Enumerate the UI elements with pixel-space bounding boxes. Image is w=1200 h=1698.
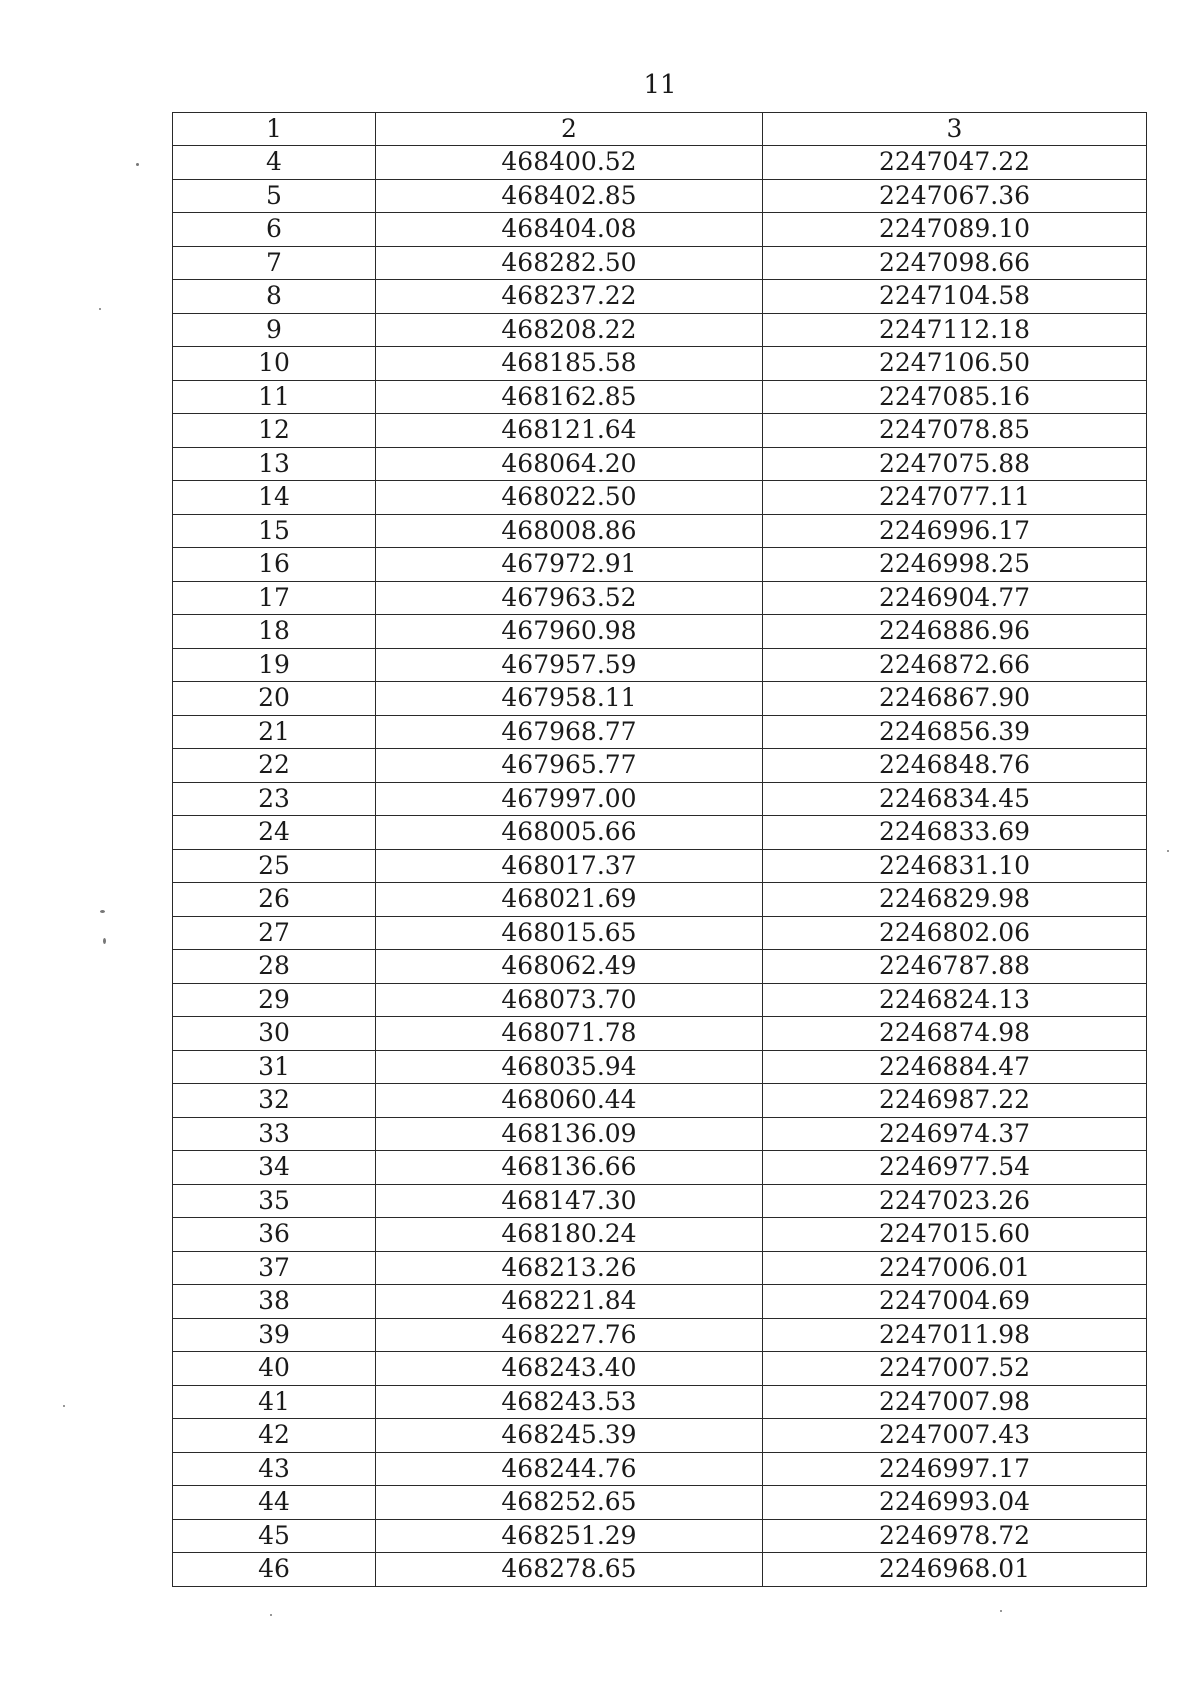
- x-coordinate-cell: 468400.52: [376, 146, 763, 180]
- point-number-cell: 32: [173, 1084, 376, 1118]
- point-number-cell: 10: [173, 347, 376, 381]
- scan-speck: [100, 910, 105, 913]
- scan-speck: [270, 1614, 272, 1616]
- point-number-cell: 42: [173, 1419, 376, 1453]
- point-number-cell: 14: [173, 481, 376, 515]
- point-number-cell: 16: [173, 548, 376, 582]
- y-coordinate-cell: 2246884.47: [763, 1050, 1147, 1084]
- x-coordinate-cell: 467968.77: [376, 715, 763, 749]
- table-row: [173, 1151, 1147, 1185]
- table-row: [173, 481, 1147, 515]
- table-row: [173, 246, 1147, 280]
- point-number-cell: 46: [173, 1553, 376, 1587]
- table-row: [173, 1050, 1147, 1084]
- point-number-cell: 45: [173, 1519, 376, 1553]
- page-number: 11: [643, 70, 677, 100]
- point-number-cell: 44: [173, 1486, 376, 1520]
- table-row: [173, 648, 1147, 682]
- point-number-cell: 36: [173, 1218, 376, 1252]
- x-coordinate-cell: 467965.77: [376, 749, 763, 783]
- y-coordinate-cell: 2246867.90: [763, 682, 1147, 716]
- header-row: [173, 113, 1147, 146]
- point-number-cell: 30: [173, 1017, 376, 1051]
- point-number-cell: 41: [173, 1385, 376, 1419]
- x-coordinate-cell: 468237.22: [376, 280, 763, 314]
- point-number-cell: 17: [173, 581, 376, 615]
- table-row: [173, 146, 1147, 180]
- scan-speck: [1167, 850, 1169, 852]
- x-coordinate-cell: 468221.84: [376, 1285, 763, 1319]
- y-coordinate-cell: 2247098.66: [763, 246, 1147, 280]
- x-coordinate-cell: 468062.49: [376, 950, 763, 984]
- x-coordinate-cell: 467958.11: [376, 682, 763, 716]
- x-coordinate-cell: 467997.00: [376, 782, 763, 816]
- table-row: [173, 883, 1147, 917]
- x-coordinate-cell: 468180.24: [376, 1218, 763, 1252]
- table-row: [173, 514, 1147, 548]
- table-row: [173, 1117, 1147, 1151]
- table-row: [173, 1452, 1147, 1486]
- table-row: [173, 715, 1147, 749]
- x-coordinate-cell: 468245.39: [376, 1419, 763, 1453]
- table-row: [173, 1251, 1147, 1285]
- y-coordinate-cell: 2247085.16: [763, 380, 1147, 414]
- y-coordinate-cell: 2246978.72: [763, 1519, 1147, 1553]
- x-coordinate-cell: 468243.40: [376, 1352, 763, 1386]
- point-number-cell: 12: [173, 414, 376, 448]
- y-coordinate-cell: 2247023.26: [763, 1184, 1147, 1218]
- y-coordinate-cell: 2247075.88: [763, 447, 1147, 481]
- y-coordinate-cell: 2247077.11: [763, 481, 1147, 515]
- table-row: [173, 1553, 1147, 1587]
- y-coordinate-cell: 2246872.66: [763, 648, 1147, 682]
- point-number-cell: 15: [173, 514, 376, 548]
- point-number-cell: 35: [173, 1184, 376, 1218]
- x-coordinate-cell: 468162.85: [376, 380, 763, 414]
- y-coordinate-cell: 2246993.04: [763, 1486, 1147, 1520]
- table-row: [173, 1419, 1147, 1453]
- x-coordinate-cell: 468185.58: [376, 347, 763, 381]
- x-coordinate-cell: 468147.30: [376, 1184, 763, 1218]
- point-number-cell: 5: [173, 179, 376, 213]
- x-coordinate-cell: 468404.08: [376, 213, 763, 247]
- x-coordinate-cell: 467960.98: [376, 615, 763, 649]
- point-number-cell: 25: [173, 849, 376, 883]
- y-coordinate-cell: 2247006.01: [763, 1251, 1147, 1285]
- point-number-cell: 18: [173, 615, 376, 649]
- y-coordinate-cell: 2246968.01: [763, 1553, 1147, 1587]
- table-row: [173, 1218, 1147, 1252]
- x-coordinate-cell: 468402.85: [376, 179, 763, 213]
- x-coordinate-cell: 467963.52: [376, 581, 763, 615]
- y-coordinate-cell: 2246977.54: [763, 1151, 1147, 1185]
- y-coordinate-cell: 2246987.22: [763, 1084, 1147, 1118]
- point-number-cell: 23: [173, 782, 376, 816]
- x-coordinate-cell: 468121.64: [376, 414, 763, 448]
- table-row: [173, 1184, 1147, 1218]
- table-row: [173, 1486, 1147, 1520]
- point-number-cell: 20: [173, 682, 376, 716]
- x-coordinate-cell: 468073.70: [376, 983, 763, 1017]
- y-coordinate-cell: 2246856.39: [763, 715, 1147, 749]
- x-coordinate-cell: 468213.26: [376, 1251, 763, 1285]
- scan-speck: [103, 938, 106, 944]
- x-coordinate-cell: 468015.65: [376, 916, 763, 950]
- point-number-cell: 19: [173, 648, 376, 682]
- point-number-cell: 40: [173, 1352, 376, 1386]
- y-coordinate-cell: 2246996.17: [763, 514, 1147, 548]
- x-coordinate-cell: 468278.65: [376, 1553, 763, 1587]
- y-coordinate-cell: 2247067.36: [763, 179, 1147, 213]
- y-coordinate-cell: 2246824.13: [763, 983, 1147, 1017]
- y-coordinate-cell: 2247112.18: [763, 313, 1147, 347]
- x-coordinate-cell: 468017.37: [376, 849, 763, 883]
- table-row: [173, 414, 1147, 448]
- x-coordinate-cell: 468227.76: [376, 1318, 763, 1352]
- y-coordinate-cell: 2247047.22: [763, 146, 1147, 180]
- table-row: [173, 179, 1147, 213]
- y-coordinate-cell: 2247104.58: [763, 280, 1147, 314]
- coordinates-table: [172, 112, 1147, 1587]
- column-header-2: 2: [376, 113, 763, 146]
- table-row: [173, 1318, 1147, 1352]
- point-number-cell: 31: [173, 1050, 376, 1084]
- coordinates-table-container: [172, 112, 1147, 1587]
- point-number-cell: 6: [173, 213, 376, 247]
- point-number-cell: 11: [173, 380, 376, 414]
- x-coordinate-cell: 468136.66: [376, 1151, 763, 1185]
- y-coordinate-cell: 2246848.76: [763, 749, 1147, 783]
- y-coordinate-cell: 2247106.50: [763, 347, 1147, 381]
- point-number-cell: 37: [173, 1251, 376, 1285]
- point-number-cell: 26: [173, 883, 376, 917]
- table-row: [173, 916, 1147, 950]
- table-row: [173, 347, 1147, 381]
- x-coordinate-cell: 467957.59: [376, 648, 763, 682]
- x-coordinate-cell: 468064.20: [376, 447, 763, 481]
- x-coordinate-cell: 468208.22: [376, 313, 763, 347]
- x-coordinate-cell: 468251.29: [376, 1519, 763, 1553]
- point-number-cell: 8: [173, 280, 376, 314]
- table-row: [173, 581, 1147, 615]
- point-number-cell: 7: [173, 246, 376, 280]
- scan-speck: [99, 308, 101, 310]
- table-row: [173, 749, 1147, 783]
- x-coordinate-cell: 468035.94: [376, 1050, 763, 1084]
- x-coordinate-cell: 468252.65: [376, 1486, 763, 1520]
- y-coordinate-cell: 2246974.37: [763, 1117, 1147, 1151]
- x-coordinate-cell: 468021.69: [376, 883, 763, 917]
- table-row: [173, 816, 1147, 850]
- x-coordinate-cell: 468022.50: [376, 481, 763, 515]
- y-coordinate-cell: 2247089.10: [763, 213, 1147, 247]
- y-coordinate-cell: 2247015.60: [763, 1218, 1147, 1252]
- y-coordinate-cell: 2247007.43: [763, 1419, 1147, 1453]
- table-row: [173, 313, 1147, 347]
- table-body: [173, 146, 1147, 1587]
- point-number-cell: 33: [173, 1117, 376, 1151]
- y-coordinate-cell: 2246802.06: [763, 916, 1147, 950]
- y-coordinate-cell: 2246833.69: [763, 816, 1147, 850]
- y-coordinate-cell: 2246834.45: [763, 782, 1147, 816]
- point-number-cell: 22: [173, 749, 376, 783]
- point-number-cell: 34: [173, 1151, 376, 1185]
- point-number-cell: 29: [173, 983, 376, 1017]
- scan-speck: [136, 163, 139, 166]
- y-coordinate-cell: 2246998.25: [763, 548, 1147, 582]
- table-row: [173, 983, 1147, 1017]
- x-coordinate-cell: 468071.78: [376, 1017, 763, 1051]
- y-coordinate-cell: 2247011.98: [763, 1318, 1147, 1352]
- table-row: [173, 849, 1147, 883]
- point-number-cell: 38: [173, 1285, 376, 1319]
- y-coordinate-cell: 2246904.77: [763, 581, 1147, 615]
- point-number-cell: 24: [173, 816, 376, 850]
- table-row: [173, 447, 1147, 481]
- table-row: [173, 615, 1147, 649]
- table-row: [173, 1285, 1147, 1319]
- table-row: [173, 1352, 1147, 1386]
- scan-speck: [63, 1405, 65, 1407]
- y-coordinate-cell: 2246831.10: [763, 849, 1147, 883]
- x-coordinate-cell: 467972.91: [376, 548, 763, 582]
- x-coordinate-cell: 468243.53: [376, 1385, 763, 1419]
- point-number-cell: 27: [173, 916, 376, 950]
- table-row: [173, 682, 1147, 716]
- point-number-cell: 28: [173, 950, 376, 984]
- table-row: [173, 1519, 1147, 1553]
- y-coordinate-cell: 2246886.96: [763, 615, 1147, 649]
- table-row: [173, 1017, 1147, 1051]
- column-header-3: 3: [763, 113, 1147, 146]
- y-coordinate-cell: 2247004.69: [763, 1285, 1147, 1319]
- table-row: [173, 950, 1147, 984]
- y-coordinate-cell: 2246874.98: [763, 1017, 1147, 1051]
- table-row: [173, 782, 1147, 816]
- y-coordinate-cell: 2246997.17: [763, 1452, 1147, 1486]
- point-number-cell: 43: [173, 1452, 376, 1486]
- x-coordinate-cell: 468244.76: [376, 1452, 763, 1486]
- table-row: [173, 548, 1147, 582]
- y-coordinate-cell: 2246829.98: [763, 883, 1147, 917]
- point-number-cell: 13: [173, 447, 376, 481]
- point-number-cell: 21: [173, 715, 376, 749]
- y-coordinate-cell: 2247078.85: [763, 414, 1147, 448]
- table-row: [173, 1084, 1147, 1118]
- table-row: [173, 280, 1147, 314]
- table-row: [173, 1385, 1147, 1419]
- y-coordinate-cell: 2247007.98: [763, 1385, 1147, 1419]
- point-number-cell: 4: [173, 146, 376, 180]
- scan-speck: [1000, 1610, 1002, 1612]
- x-coordinate-cell: 468060.44: [376, 1084, 763, 1118]
- table-row: [173, 380, 1147, 414]
- table-row: [173, 213, 1147, 247]
- y-coordinate-cell: 2247007.52: [763, 1352, 1147, 1386]
- x-coordinate-cell: 468008.86: [376, 514, 763, 548]
- x-coordinate-cell: 468005.66: [376, 816, 763, 850]
- y-coordinate-cell: 2246787.88: [763, 950, 1147, 984]
- point-number-cell: 39: [173, 1318, 376, 1352]
- x-coordinate-cell: 468282.50: [376, 246, 763, 280]
- point-number-cell: 9: [173, 313, 376, 347]
- x-coordinate-cell: 468136.09: [376, 1117, 763, 1151]
- column-header-1: 1: [173, 113, 376, 146]
